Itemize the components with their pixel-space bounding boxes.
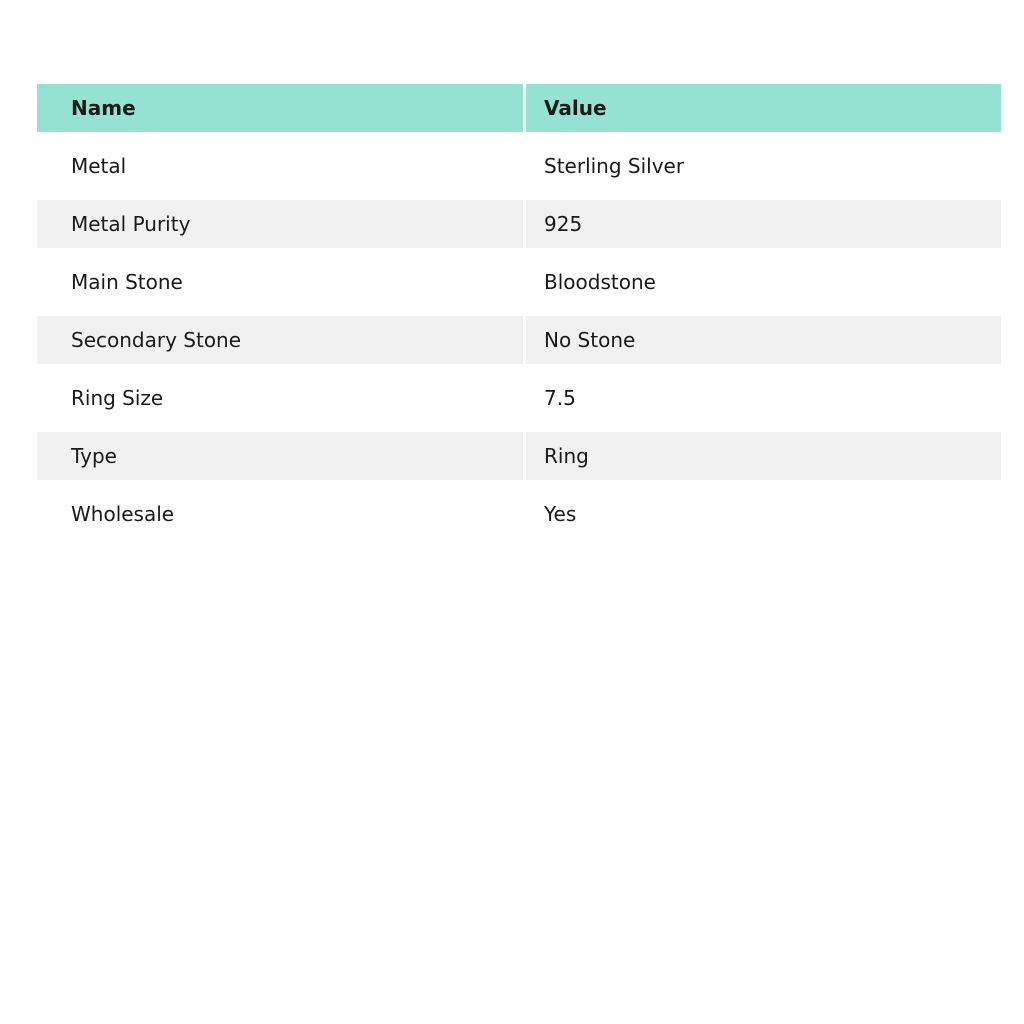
- row-name-cell: Secondary Stone: [37, 316, 523, 364]
- table-row: [37, 374, 1001, 422]
- row-value-cell: No Stone: [526, 316, 1001, 364]
- table-header-row: [37, 84, 1001, 132]
- product-spec-table: [37, 84, 1001, 538]
- row-value-cell: Bloodstone: [526, 258, 1001, 306]
- row-name-cell: Ring Size: [37, 374, 523, 422]
- row-value-cell: Ring: [526, 432, 1001, 480]
- row-value-cell: Yes: [526, 490, 1001, 538]
- table-row: [37, 316, 1001, 364]
- table-row: [37, 200, 1001, 248]
- header-cell-value: Value: [526, 84, 1001, 132]
- table-row: [37, 432, 1001, 480]
- table-row: [37, 490, 1001, 538]
- row-name-cell: Main Stone: [37, 258, 523, 306]
- row-value-cell: 925: [526, 200, 1001, 248]
- row-value-cell: Sterling Silver: [526, 142, 1001, 190]
- row-name-cell: Metal Purity: [37, 200, 523, 248]
- row-name-cell: Type: [37, 432, 523, 480]
- table-body: [37, 142, 1001, 538]
- row-name-cell: Metal: [37, 142, 523, 190]
- table-row: [37, 142, 1001, 190]
- row-value-cell: 7.5: [526, 374, 1001, 422]
- header-cell-name: Name: [37, 84, 523, 132]
- row-name-cell: Wholesale: [37, 490, 523, 538]
- table-row: [37, 258, 1001, 306]
